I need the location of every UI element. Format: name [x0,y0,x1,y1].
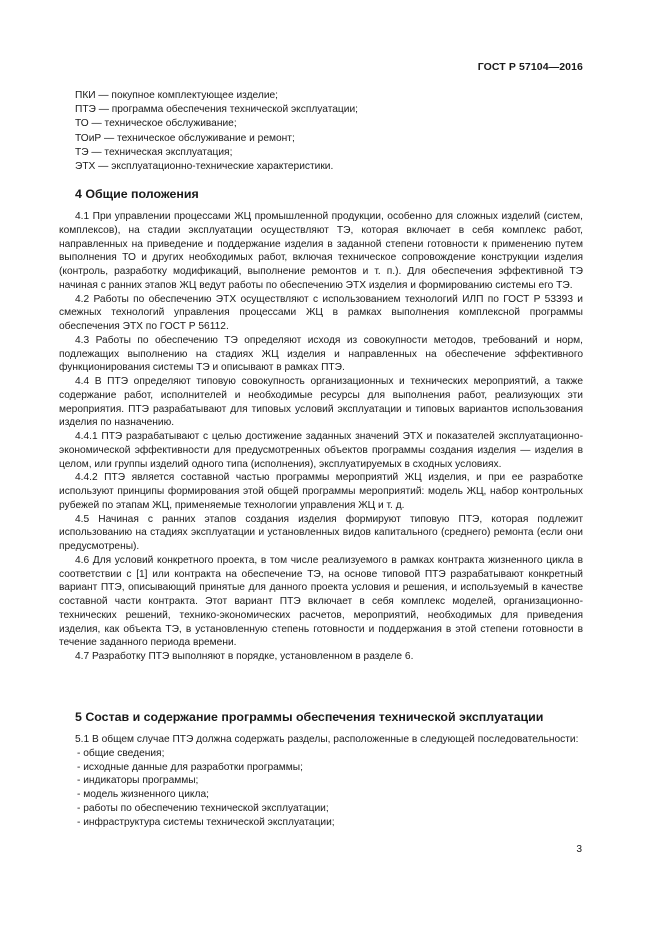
list-item: - инфраструктура системы технической эксплуатации; [77,816,335,828]
list-item: - индикаторы программы; [77,775,199,787]
abbreviation-item: ТОиР — техническое обслуживание и ремонт; [75,132,295,144]
abbreviation-item: ТЭ — техническая эксплуатация; [75,146,233,158]
paragraph-4-3: 4.3 Работы по обеспечению ТЭ определяют исходя из совокупности методов, требований и норм, подлежащих выполнению на стадиях ЖЦ изделия и направленных на обеспечение эффективного функционирования системы ТЭ и описывают в рамках ПТЭ. [59,334,583,374]
page-number: 3 [576,844,582,855]
list-item: - работы по обеспечению технической эксплуатации; [77,802,329,814]
abbreviation-item: ПТЭ — программа обеспечения технической эксплуатации; [75,104,358,116]
paragraph-4-5: 4.5 Начиная с ранних этапов создания изделия формируют типовую ПТЭ, которая подлежит использованию на стадиях эксплуатации и установленных видов капитального (среднего) ремонта (если они предусмотрены). [59,513,583,552]
paragraph-4-1: 4.1 При управлении процессами ЖЦ промышленной продукции, особенно для сложных изделий (систем, комплексов), на стадии эксплуатации осуществляют ТЭ, которая включает в себя комплекс работ, направленных на приведение и поддержание изделия в заданной степени готовности к применению путем выполнения ТО и других необходимых работ, включая техническое сопровождение конструкции изделия (контроль, разработку модификаций, выполнение ремонтов и т. п.). Для обеспечения эффективной ТЭ начиная с ранних этапов ЖЦ ведут работы по обеспечению ЭТХ изделия и формированию системы его ТЭ. [59,211,583,291]
list-item: - модель жизненного цикла; [77,789,209,800]
paragraph-4-2: 4.2 Работы по обеспечению ЭТХ осуществляют с использованием технологий ИЛП по ГОСТ Р 53393 и смежных технологий управления процессами ЖЦ в рамках выполнения комплексной программы обеспечения ЭТХ по ГОСТ Р 56112. [59,293,583,332]
abbreviation-item: ПКИ — покупное комплектующее изделие; [75,90,279,101]
paragraph-4-4: 4.4 В ПТЭ определяют типовую совокупность организационных и технических мероприятий, а также содержание работ, исполнителей и необходимые ресурсы для выполнения работ, реализующих эти мероприятия. ПТЭ разрабатывают для типовых условий эксплуатации и типовых вариантов использования изделия по назначению. [59,376,583,429]
section-5-heading: 5 Состав и содержание программы обеспечения технической эксплуатации [75,710,544,724]
section-4-heading: 4 Общие положения [75,187,199,201]
abbreviation-item: ТО — техническое обслуживание; [75,118,237,130]
paragraph-4-6: 4.6 Для условий конкретного проекта, в том числе реализуемого в рамках контракта жизненного цикла в соответствии с [1] или контракта на обеспечение ТЭ, на основе типовой ПТЭ разрабатывают конкретный вариант ПТЭ, описывающий принятые для данного проекта условия и решения, и используемый в качестве составной части контракта. Этот вариант ПТЭ включает в себя комплекс моделей, организационно-технических решений, технико-экономических расчетов, мероприятий, необходимых для приведения изделия, как объекта ТЭ, в установленную степень готовности и поддержания в этой степени готовности в течение заданного периода времени. [59,554,583,649]
section-4-body [59,210,583,664]
abbreviation-item: ЭТХ — эксплуатационно-технические характеристики. [75,161,334,173]
section-list [59,747,583,830]
section-5-body [59,733,583,829]
document-header: ГОСТ Р 57104—2016 [477,61,583,73]
paragraph-4-7: 4.7 Разработку ПТЭ выполняют в порядке, установленном в разделе 6. [75,651,414,662]
list-item: - исходные данные для разработки программы; [77,761,303,773]
abbreviation-list [75,89,595,174]
paragraph-4-4-1: 4.4.1 ПТЭ разрабатывают с целью достижение заданных значений ЭТХ и показателей эксплуатационно-экономической эффективности для предусмотренных объектов программы создания изделия — изделия в целом, или группы изделий одного типа (исполнения), эксплуатируемых в сходных условиях. [59,431,583,470]
list-item: - общие сведения; [77,747,165,759]
paragraph-4-4-2: 4.4.2 ПТЭ является составной частью программы мероприятий ЖЦ изделия, и при ее разработке используют принципы формирования этой общей программы мероприятий: модель ЖЦ, набор контрольных рубежей по этапам ЖЦ, применяемые технологии управления ЖЦ и т. д. [59,472,583,511]
paragraph-5-1: 5.1 В общем случае ПТЭ должна содержать разделы, расположенные в следующей последовательности: [75,734,579,745]
